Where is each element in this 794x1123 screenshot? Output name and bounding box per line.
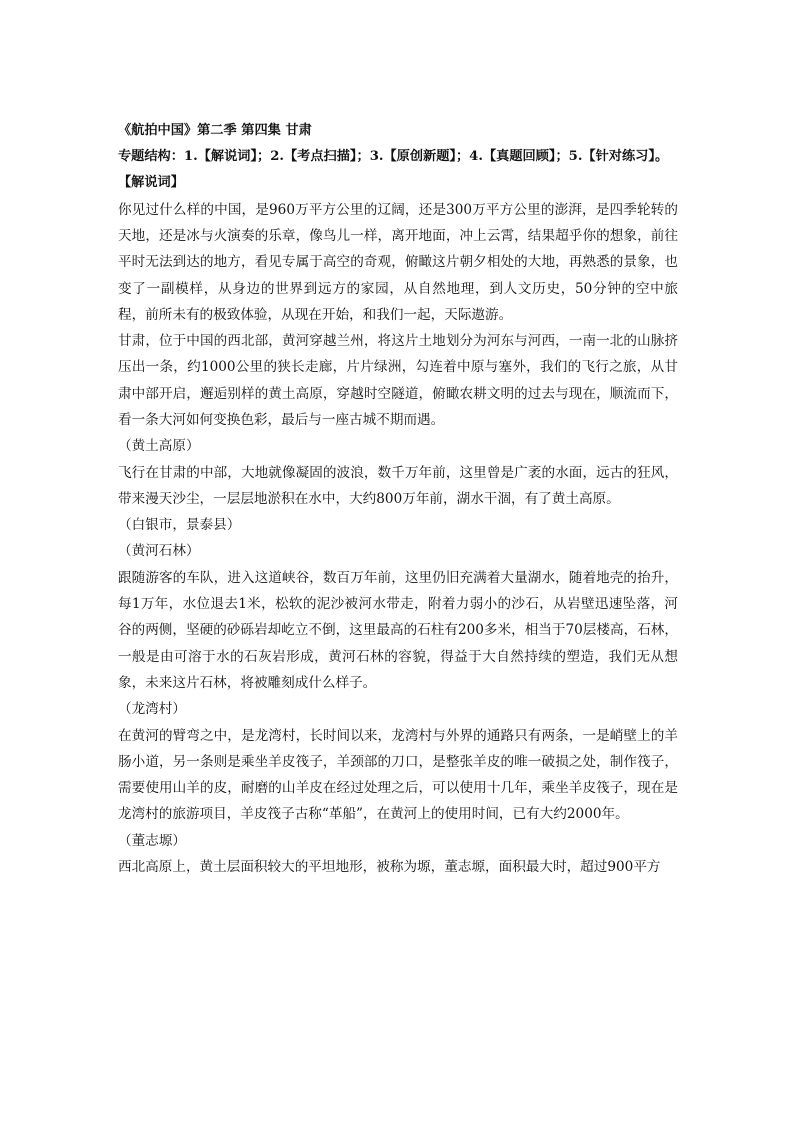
paragraph-gansu: 甘肃，位于中国的西北部，黄河穿越兰州，将这片土地划分为河东与河西，一南一北的山脉挤压出一条，约1000公里的狭长走廊，片片绿洲，勾连着中原与塞外，我们的飞行之旅，从甘肃中部开启，邂逅别样的黄土高原，穿越时空隧道，俯瞰农耕文明的过去与现在，顺流而下，看一条大河如何变换色彩，最后与一座古城不期而遇。 bbox=[118, 333, 678, 428]
subsection-dongzhiyuan: （董志塬） bbox=[118, 832, 186, 849]
paragraph-stone-forest: 跟随游客的车队，进入这道峡谷，数百万年前，这里仍旧充满着大量湖水，随着地壳的抬升，每1万年，水位退去1米，松软的泥沙被河水带走，附着力弱小的沙石，从岩壁迅速坠落，河谷的两侧，坚硬的砂砾岩却屹立不倒，这里最高的石柱有200多米，相当于70层楼高，石林，一般是由可溶于水的石灰岩形成，黄河石林的容貌，得益于大自然持续的塑造，我们无从想象，未来这片石林，将被雕刻成什么样子。 bbox=[118, 569, 678, 691]
subsection-loess-plateau: （黄土高原） bbox=[118, 438, 200, 455]
topic-structure: 专题结构：1.【解说词】；2.【考点扫描】；3.【原创新题】；4.【真题回顾】；5.【针对练习】。 bbox=[118, 149, 669, 165]
paragraph-longwan: 在黄河的臂弯之中，是龙湾村，长时间以来，龙湾村与外界的通路只有两条，一是峭壁上的羊肠小道，另一条则是乘坐羊皮筏子，羊颈部的刀口，是整张羊皮的唯一破损之处，制作筏子，需要使用山羊的皮，耐磨的山羊皮在经过处理之后，可以使用十几年，乘坐羊皮筏子，现在是龙湾村的旅游项目，羊皮筏子古称“革船”，在黄河上的使用时间，已有大约2000年。 bbox=[118, 727, 678, 823]
paragraph-dongzhiyuan: 西北高原上，黄土层面积较大的平坦地形，被称为塬，董志塬，面积最大时，超过900平方 bbox=[118, 859, 661, 876]
subsection-stone-forest: （黄河石林） bbox=[118, 543, 200, 560]
subsection-baiyin: （白银市，景泰县） bbox=[118, 517, 241, 534]
paragraph-loess: 飞行在甘肃的中部，大地就像凝固的波浪，数千万年前，这里曾是广袤的水面，远古的狂风，带来漫天沙尘，一层层地淤积在水中，大约800万年前，湖水干涸，有了黄土高原。 bbox=[118, 464, 678, 507]
document-title: 《航拍中国》第二季 第四集 甘肃 bbox=[118, 123, 312, 138]
document-page bbox=[118, 118, 678, 880]
section-header: 【解说词】 bbox=[118, 175, 184, 191]
subsection-longwan: （龙湾村） bbox=[118, 701, 186, 718]
paragraph-intro: 你见过什么样的中国，是960万平方公里的辽阔，还是300万平方公里的澎湃，是四季轮转的天地，还是冰与火演奏的乐章，像鸟儿一样，离开地面，冲上云霄，结果超乎你的想象，前往平时无法到达的地方，看见专属于高空的奇观，俯瞰这片朝夕相处的大地，再熟悉的景象，也变了一副模样，从身边的世界到远方的家园，从自然地理，到人文历史，50分钟的空中旅程，前所未有的极致体验，从现在开始，和我们一起，天际遨游。 bbox=[118, 201, 678, 323]
